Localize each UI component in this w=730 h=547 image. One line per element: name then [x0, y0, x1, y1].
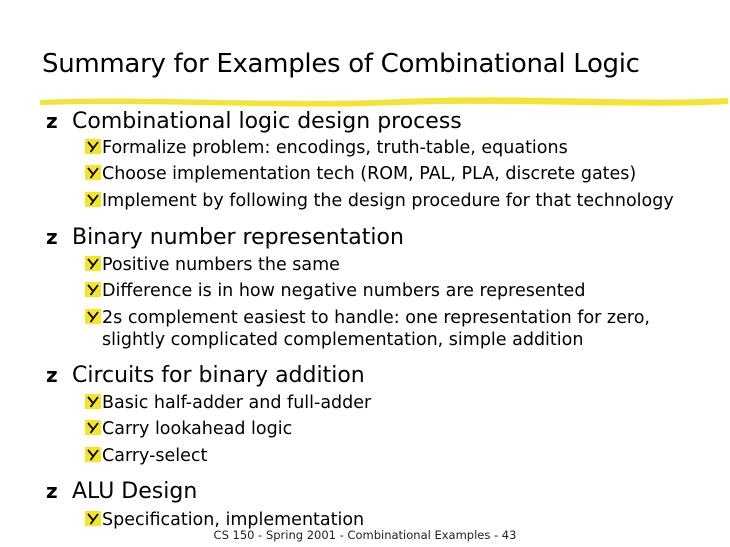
- y-box-bullet-icon: [84, 393, 102, 410]
- y-box-bullet-icon: [84, 255, 102, 272]
- list-item: Carry lookahead logic: [84, 418, 292, 440]
- z-bullet-icon: z: [46, 363, 58, 387]
- section-heading: z Combinational logic design process: [46, 109, 462, 134]
- z-bullet-icon: z: [46, 479, 58, 503]
- z-bullet-icon: z: [46, 109, 58, 133]
- section-heading: z Binary number representation: [46, 225, 404, 250]
- list-item: Formalize problem: encodings, truth-table, equations: [84, 137, 568, 159]
- y-box-bullet-icon: [84, 419, 102, 436]
- list-item: Difference is in how negative numbers are represented: [84, 280, 585, 302]
- y-box-bullet-icon: [84, 191, 102, 208]
- y-box-bullet-icon: [84, 281, 102, 298]
- list-item-continuation: slightly complicated complementation, simple addition: [102, 330, 584, 350]
- list-item: Carry-select: [84, 445, 207, 467]
- list-item: Positive numbers the same: [84, 254, 340, 276]
- y-box-bullet-icon: [84, 308, 102, 325]
- list-item: Implement by following the design procedure for that technology: [84, 190, 674, 212]
- section-heading: z ALU Design: [46, 479, 198, 504]
- y-box-bullet-icon: [84, 164, 102, 181]
- y-box-bullet-icon: [84, 510, 102, 527]
- list-item: Choose implementation tech (ROM, PAL, PLA, discrete gates): [84, 163, 636, 185]
- list-item: Specification, implementation: [84, 509, 364, 531]
- list-item: Basic half-adder and full-adder: [84, 392, 371, 414]
- slide-title: Summary for Examples of Combinational Logic: [42, 49, 640, 79]
- y-box-bullet-icon: [84, 138, 102, 155]
- section-heading: z Circuits for binary addition: [46, 363, 365, 388]
- y-box-bullet-icon: [84, 446, 102, 463]
- z-bullet-icon: z: [46, 225, 58, 249]
- list-item: 2s complement easiest to handle: one representation for zero,: [84, 307, 650, 329]
- slide-footer: CS 150 - Spring 2001 - Combinational Examples - 43: [213, 528, 517, 542]
